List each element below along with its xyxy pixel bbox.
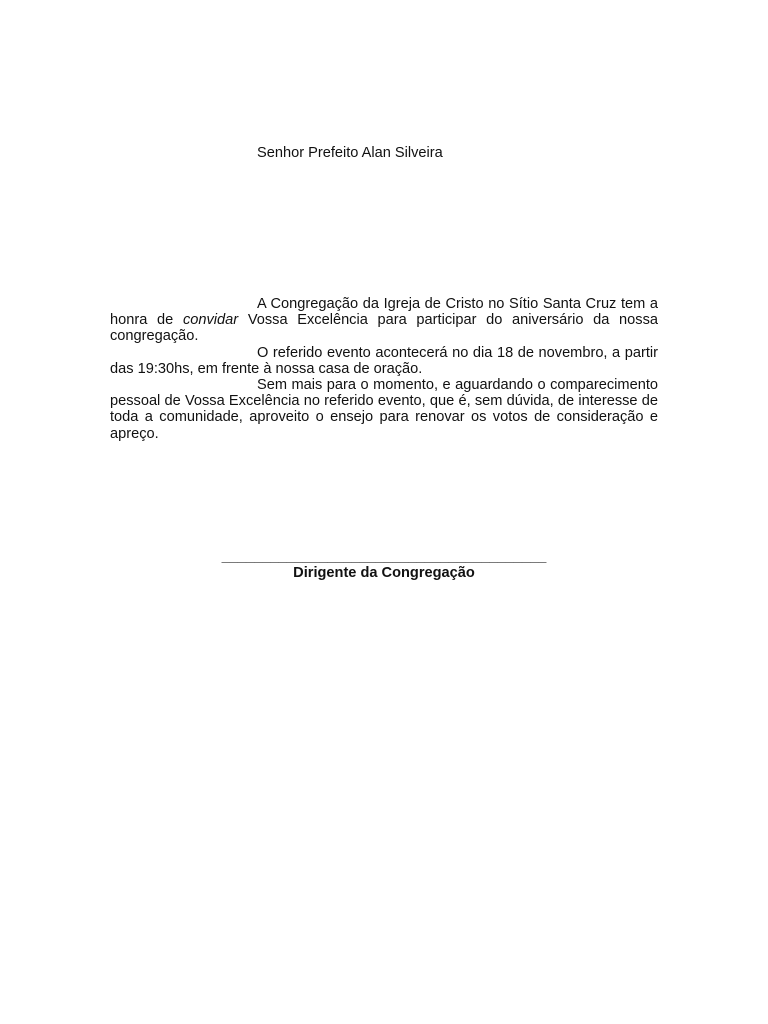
signature-line: ________________________________________ bbox=[221, 549, 547, 565]
invitation-text-start: A Congregação da Igreja de Cristo no Sítio Santa Cruz tem a honra de bbox=[110, 296, 658, 329]
signature-title: Dirigente da Congregação bbox=[293, 565, 475, 581]
salutation: Senhor Prefeito Alan Silveira bbox=[257, 145, 443, 161]
invitation-text-end: Vossa Excelência para participar do aniversário da nossa congregação. bbox=[110, 312, 658, 345]
paragraph-event-details: O referido evento acontecerá no dia 18 de novembro, a partir das 19:30hs, em frente à nossa casa de oração. bbox=[110, 344, 658, 377]
paragraph-invitation bbox=[110, 296, 658, 345]
letter-body bbox=[110, 296, 658, 442]
signature-block bbox=[0, 549, 768, 581]
invitation-emphasis: convidar bbox=[182, 312, 239, 329]
paragraph-closing: Sem mais para o momento, e aguardando o comparecimento pessoal de Vossa Excelência no referido evento, que é, sem dúvida, de interesse de toda a comunidade, aproveito o ensejo para renovar os votos de consideração e apreço. bbox=[110, 377, 658, 442]
